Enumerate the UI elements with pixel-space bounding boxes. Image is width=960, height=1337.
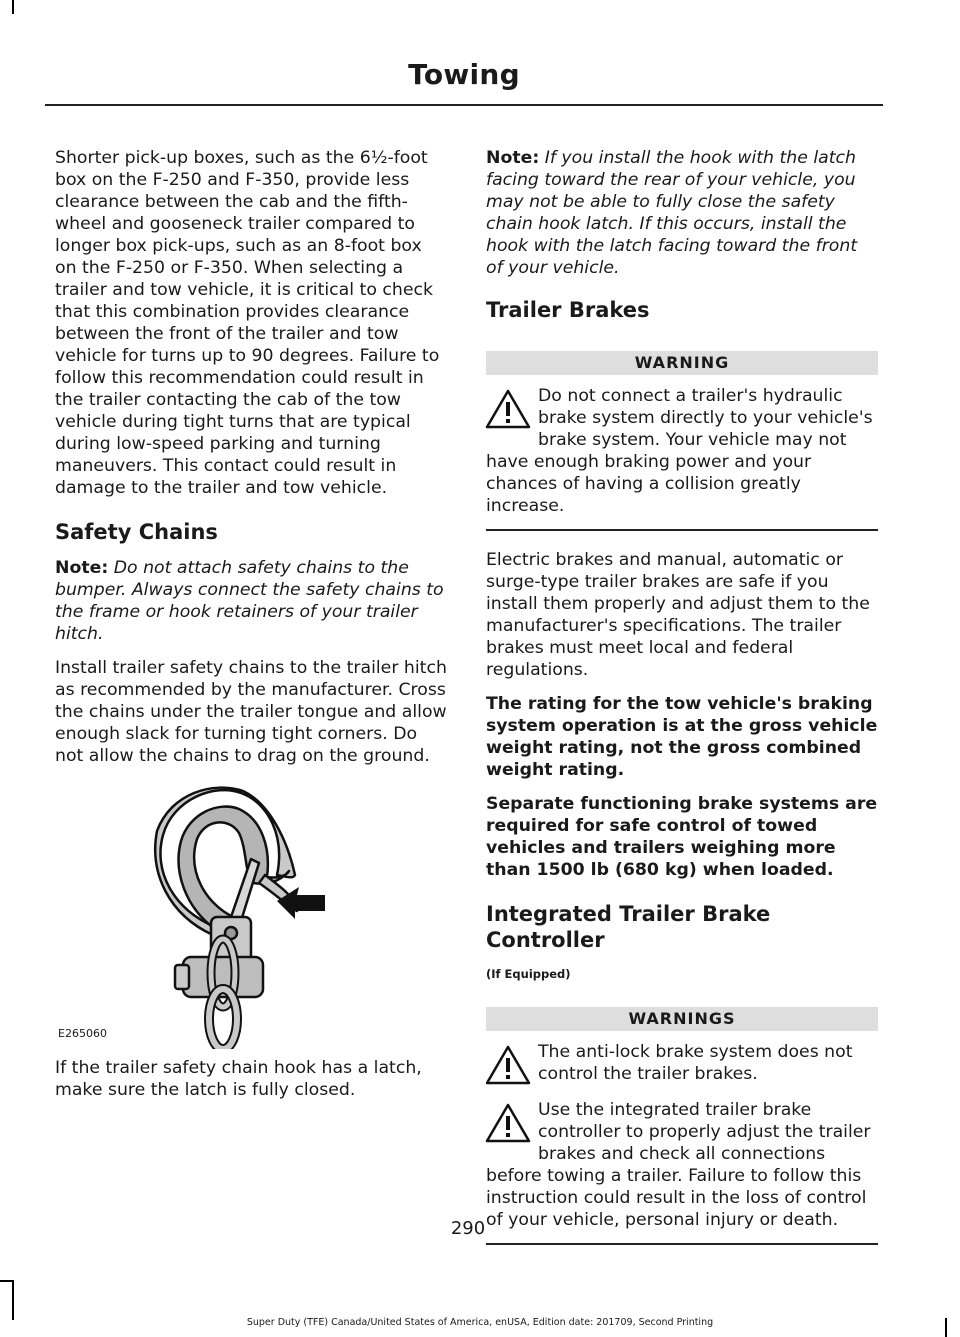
note-text: If you install the hook with the latch facing toward the rear of your vehicle, you may not be able to fully close the safety chain hook latch. If this occurs, install the hook with the latch facing toward the front of your vehicle. <box>486 148 858 278</box>
warnings-header: WARNINGS <box>486 1007 878 1031</box>
if-equipped-label: (If Equipped) <box>486 967 571 981</box>
safety-note <box>55 557 447 645</box>
rating-paragraph: The rating for the tow vehicle's braking system operation is at the gross vehicle weight rating, not the gross combined weight rating. <box>486 694 878 780</box>
page-title: Towing <box>408 58 520 91</box>
left-column <box>55 147 447 1113</box>
page-number: 290 <box>450 1218 486 1239</box>
right-column <box>486 147 878 1263</box>
separate-brakes-paragraph: Separate functioning brake systems are required for safe control of towed vehicles and trailers weighing more than 1500 lb (680 kg) when loaded. <box>486 794 878 880</box>
crop-mark <box>0 1280 14 1282</box>
latch-paragraph: If the trailer safety chain hook has a latch, make sure the latch is fully closed. <box>55 1058 422 1100</box>
install-paragraph: Install trailer safety chains to the trailer hitch as recommended by the manufacturer. Cross the chains under the trailer tongue and allow enough slack for turning tight corners. Do not allow the chains to drag on the ground. <box>55 658 447 766</box>
crop-mark <box>12 0 14 14</box>
warning-text: Use the integrated trailer brake controller to properly adjust the trailer brakes and check all connections before towing a trailer. Failure to follow this instruction could result in the loss of control of your vehicle, personal injury or death. <box>486 1100 871 1230</box>
warning-text: The anti-lock brake system does not control the trailer brakes. <box>538 1042 853 1084</box>
warning-triangle-icon <box>484 1101 532 1145</box>
warning-text: Do not connect a trailer's hydraulic brake system directly to your vehicle's brake system. Your vehicle may not have enough braking power and your chances of having a collision greatly increase. <box>486 386 873 516</box>
warning-item <box>486 1041 878 1087</box>
warning-triangle-icon <box>486 1043 532 1087</box>
note-label: Note: <box>486 148 540 168</box>
intro-paragraph: Shorter pick-up boxes, such as the 6½-foot box on the F-250 and F-350, provide less clearance between the cab and the fifth-wheel and gooseneck trailer compared to longer box pick-ups, such as an 8-foot box on the F-250 or F-350. When selecting a trailer and tow vehicle, it is critical to check that this combination provides clearance between the front of the trailer and tow vehicle for turns up to 90 degrees. Failure to follow this recommendation could result in the trailer contacting the cab of the tow vehicle during tight turns that are typical during low-speed parking and turning maneuvers. This contact could result in damage to the trailer and tow vehicle. <box>55 148 440 498</box>
warning-block <box>486 385 878 531</box>
electric-brakes-paragraph: Electric brakes and manual, automatic or surge-type trailer brakes are safe if you install them properly and adjust them to the manufacturer's specifications. The trailer brakes must meet local and federal regulations. <box>486 550 870 680</box>
latch-note <box>486 147 878 279</box>
note-text: Do not attach safety chains to the bumper. Always connect the safety chains to the frame or hook retainers of your trailer hitch. <box>55 558 444 644</box>
note-label: Note: <box>55 558 109 578</box>
hook-figure <box>55 779 447 1049</box>
warning-header: WARNING <box>486 351 878 375</box>
brake-controller-heading: Integrated Trailer Brake Controller <box>486 902 771 952</box>
footer-text: Super Duty (TFE) Canada/United States of America, enUSA, Edition date: 201709, Second Printing <box>246 1317 714 1328</box>
warning-triangle-icon <box>484 387 532 431</box>
crop-mark <box>12 1280 14 1320</box>
figure-code: E265060 <box>58 1027 107 1040</box>
trailer-brakes-heading: Trailer Brakes <box>486 298 650 322</box>
safety-chain-hook-illustration <box>55 779 447 1049</box>
header-rule <box>45 104 883 106</box>
safety-chains-heading: Safety Chains <box>55 520 218 544</box>
